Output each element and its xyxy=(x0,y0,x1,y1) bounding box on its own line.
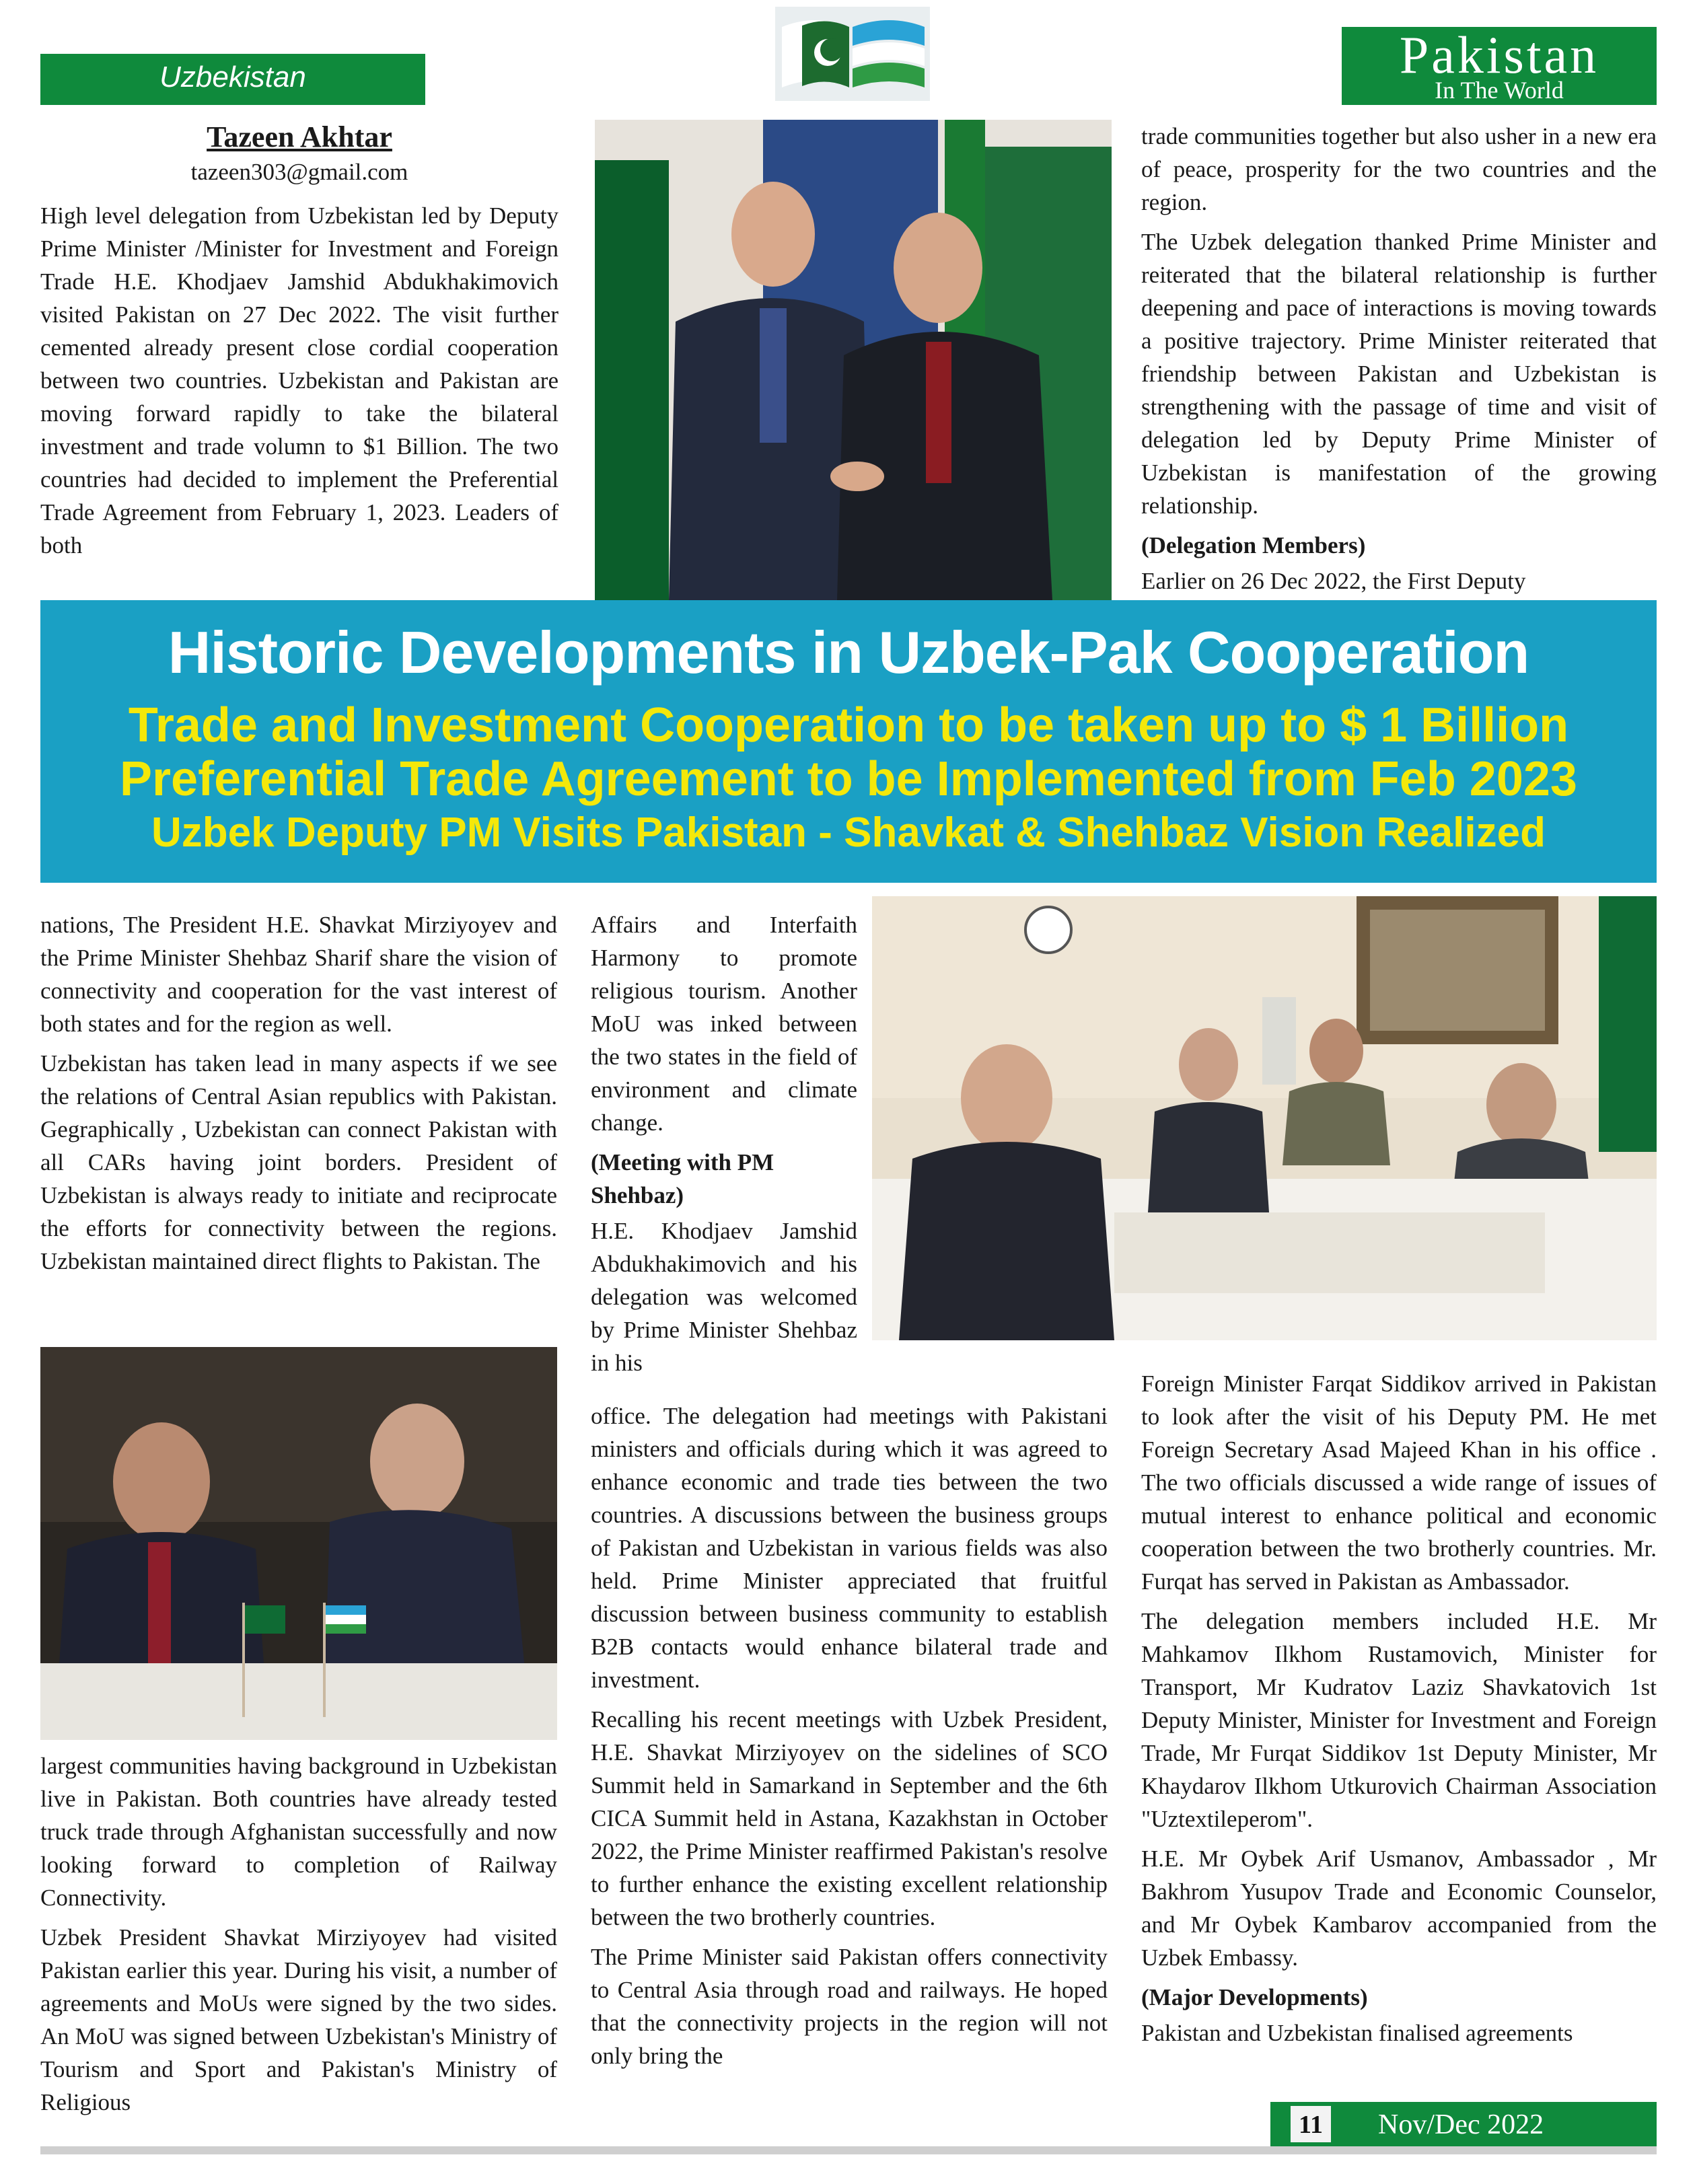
article-paragraph: trade communities together but also usher in a new era of peace, prosperity for the two countries and the region. xyxy=(1141,123,1657,215)
subheading: (Meeting with PM Shehbaz) xyxy=(591,1149,774,1208)
article-paragraph: Foreign Minister Farqat Siddikov arrived in Pakistan to look after the visit of his Deputy PM. He met Foreign Secretary Asad Majeed Khan in his office . The two officials discussed a wide range of issues of mutual interest to enhance political and economic cooperation between the two brotherly countries. Mr. Furqat has served in Pakistan as Ambassador. xyxy=(1141,1371,1657,1595)
article-paragraph: The Prime Minister said Pakistan offers connectivity to Central Asia through road and railways. He hoped that the connectivity projects in the region will not only bring the xyxy=(591,1944,1108,2069)
article-paragraph: Uzbekistan has taken lead in many aspects if we see the relations of Central Asian republics with Pakistan. Gegraphically , Uzbekistan can connect Pakistan with all CARs having joint borders. President of Uzbekistan is always ready to initiate and reciprocate the efforts for connectivity between the regions. Uzbekistan maintained direct flights to Pakistan. The xyxy=(40,1050,557,1274)
photo-handshake xyxy=(595,120,1112,600)
headline-subtitle-2: Preferential Trade Agreement to be Implemented from Feb 2023 xyxy=(120,752,1577,806)
author-name: Tazeen Akhtar xyxy=(207,120,392,153)
page-number-box xyxy=(1291,2106,1331,2142)
article-paragraph: Pakistan and Uzbekistan finalised agreements xyxy=(1141,2020,1573,2046)
footer-badge xyxy=(1270,2102,1657,2146)
brand-block xyxy=(1342,27,1657,105)
section-label: Uzbekistan xyxy=(159,61,306,94)
footer-rule xyxy=(40,2146,1657,2154)
top-left-column xyxy=(40,199,558,569)
column-1-bottom xyxy=(40,1749,557,2125)
subheading: (Delegation Members) xyxy=(1141,532,1366,558)
page-number: 11 xyxy=(1299,2111,1323,2139)
top-right-column xyxy=(1141,120,1657,604)
brand-title: Pakistan xyxy=(1399,26,1599,84)
article-paragraph: Earlier on 26 Dec 2022, the First Deputy xyxy=(1141,568,1526,594)
article-paragraph: H.E. Khodjaev Jamshid Abdukhakimovich and his delegation was welcomed by Prime Minister Shehbaz in his xyxy=(591,1218,857,1376)
article-paragraph: Uzbek President Shavkat Mirziyoyev had visited Pakistan earlier this year. During his visit, a number of agreements and MoUs were signed by the two sides. An MoU was signed between Uzbekistan's Ministry of Tourism and Sport and Pakistan's Ministry of Religious xyxy=(40,1924,557,2115)
column-1-top xyxy=(40,908,557,1284)
article-paragraph: The delegation members included H.E. Mr Mahkamov Ilkhom Rustamovich, Minister for Transport, Mr Kudratov Laziz Shavkatovich 1st Deputy Minister, Minister for Investment and Foreign Trade, Mr Furqat Siddikov 1st Deputy Minister, Mr Khaydarov Ilkhom Utkurovich Chairman Association "Uztextileperom". xyxy=(1141,1608,1657,1832)
headline-subtitle-1: Trade and Investment Cooperation to be taken up to $ 1 Billion xyxy=(128,698,1569,752)
article-paragraph: Affairs and Interfaith Harmony to promote religious tourism. Another MoU was inked between the two states in the field of environment and climate change. xyxy=(591,912,857,1136)
article-paragraph: office. The delegation had meetings with Pakistani ministers and officials during which it was agreed to enhance economic and trade ties between the two countries. A discussions between the business groups of Pakistan and Uzbekistan in various fields was also held. Prime Minister appreciated that fruitful discussion between business community to establish B2B contacts would enhance bilateral trade and investment. xyxy=(591,1403,1108,1693)
article-paragraph: High level delegation from Uzbekistan led by Deputy Prime Minister /Minister for Investment and Foreign Trade H.E. Khodjaev Jamshid Abdukhakimovich visited Pakistan on 27 Dec 2022. The visit further cemented already present close cordial cooperation between two countries. Uzbekistan and Pakistan are moving forward rapidly to take the bilateral investment and trade volumn to $1 Billion. The two countries had decided to implement the Preferential Trade Agreement from February 1, 2023. Leaders of both xyxy=(40,203,558,558)
column-2-top xyxy=(591,908,857,1379)
article-paragraph: The Uzbek delegation thanked Prime Minister and reiterated that the bilateral relationship is further deepening and pace of interactions is moving towards a positive trajectory. Prime Minister reiterated that friendship between Pakistan and Uzbekistan is strengthening with the passage of time and visit of delegation led by Deputy Prime Minister of Uzbekistan is manifestation of the growing relationship. xyxy=(1141,229,1657,519)
photo-meeting xyxy=(872,896,1657,1340)
subheading: (Major Developments) xyxy=(1141,1984,1368,2010)
flags-logo xyxy=(775,7,930,101)
article-paragraph: nations, The President H.E. Shavkat Mirziyoyev and the Prime Minister Shehbaz Sharif share the vision of connectivity and cooperation for the vast interest of both states and for the region as well. xyxy=(40,912,557,1037)
section-label-box xyxy=(40,54,425,105)
headline-title: Historic Developments in Uzbek-Pak Cooperation xyxy=(168,619,1529,686)
flags-icon xyxy=(775,7,930,101)
author-email[interactable]: tazeen303@gmail.com xyxy=(190,159,408,185)
column-3 xyxy=(1141,1367,1657,2056)
article-paragraph: largest communities having background in Uzbekistan live in Pakistan. Both countries have already tested truck trade through Afghanistan successfully and now looking forward to completion of Railway Connectivity. xyxy=(40,1753,557,1911)
headline-subtitle-3: Uzbek Deputy PM Visits Pakistan - Shavkat & Shehbaz Vision Realized xyxy=(151,809,1546,856)
issue-date: Nov/Dec 2022 xyxy=(1378,2109,1544,2140)
column-2-bottom xyxy=(591,1399,1108,2079)
headline-banner xyxy=(40,600,1657,883)
photo-signing xyxy=(40,1347,557,1740)
article-paragraph: H.E. Mr Oybek Arif Usmanov, Ambassador , Mr Bakhrom Yusupov Trade and Economic Counselor, and Mr Oybek Kambarov accompanied from the Uzbek Embassy. xyxy=(1141,1846,1657,1971)
article-paragraph: Recalling his recent meetings with Uzbek President, H.E. Shavkat Mirziyoyev on the sidelines of SCO Summit held in Samarkand in September and the 6th CICA Summit held in Astana, Kazakhstan in October 2022, the Prime Minister reaffirmed Pakistan's resolve to further enhance the existing excellent relationship between the two brotherly countries. xyxy=(591,1706,1108,1930)
brand-subtitle: In The World xyxy=(1435,77,1564,104)
